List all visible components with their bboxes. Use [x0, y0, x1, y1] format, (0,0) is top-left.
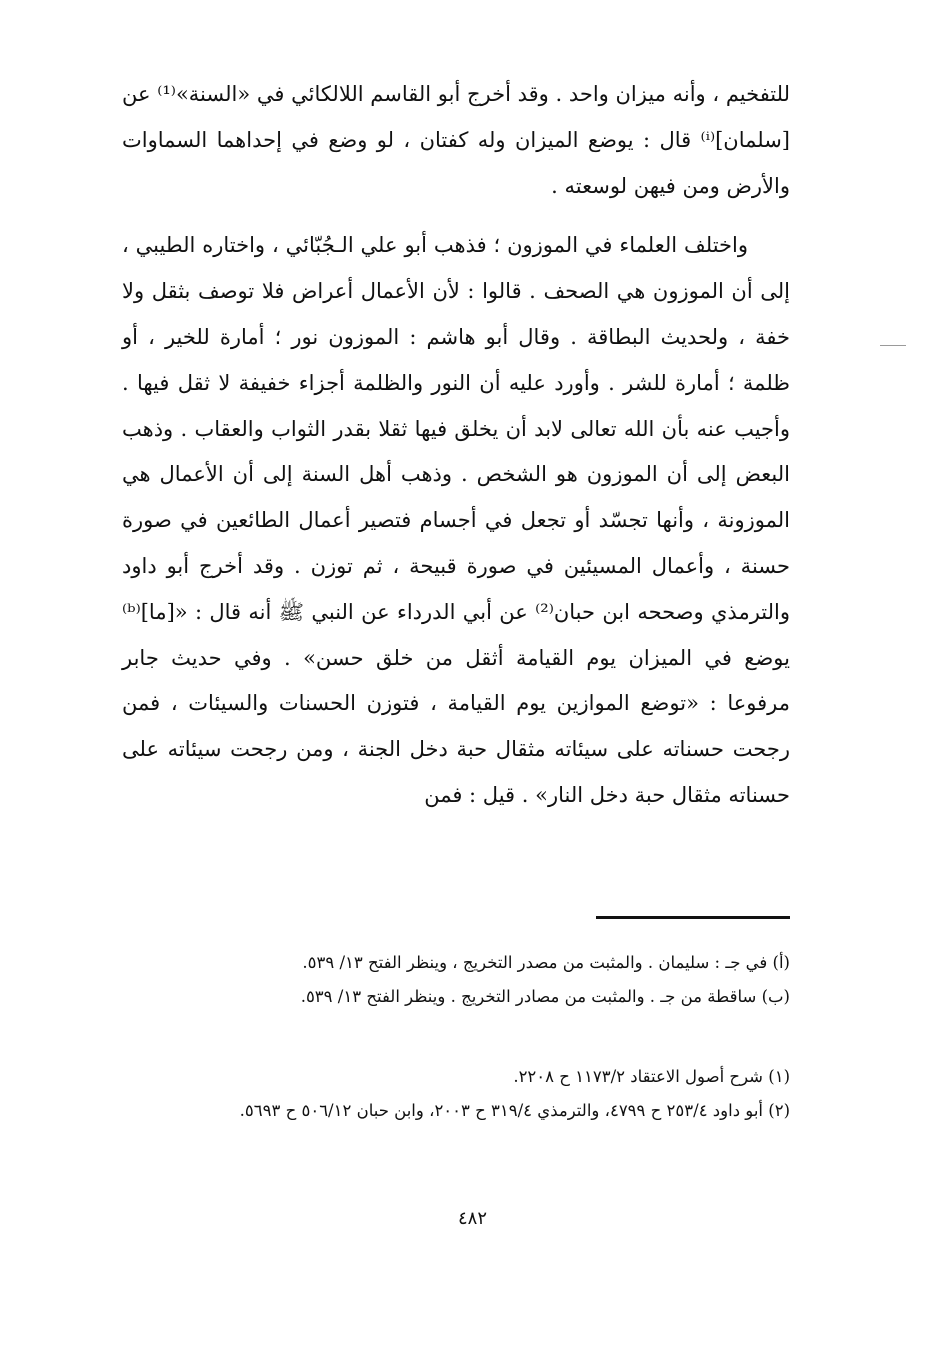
footnote-2: (٢) أبو داود ٢٥٣/٤ ح ٤٧٩٩، والترمذي ٣١٩/٤ ح ٢٠٠٣، وابن حبان ٥٠٦/١٢ ح ٥٦٩٣.: [239, 1101, 790, 1120]
footnote-b: (ب) ساقطة من جـ . والمثبت من مصادر التخريج . وينظر الفتح ١٣/ ٥٣٩.: [300, 987, 790, 1006]
footnote-a: (أ) في جـ : سليمان . والمثبت من مصدر التخريج ، وينظر الفتح ١٣/ ٥٣٩.: [302, 953, 790, 972]
footnote-separator: [596, 916, 790, 919]
paragraph-2: واختلف العلماء في الموزون ؛ فذهب أبو علي الـجُبّائي ، واختاره الطيبي ، إلى أن الموزون هي الصحف . قالوا : لأن الأعمال أعراض فلا توصف بثقل ولا خفة ، ولحديث البطاقة . وقال أبو هاشم : الموزون نور ؛ أمارة للخير ، أو ظلمة ؛ أمارة للشر . وأورد عليه أن النور والظلمة أجزاء خفيفة لا ثقل فيها . وأجيب عنه بأن الله تعالى لابد أن يخلق فيها ثقلا بقدر الثواب والعقاب . وذهب البعض إلى أن الموزون هو الشخص . وذهب أهل السنة إلى أن الأعمال هي الموزونة ، وأنها تجسّد أو تجعل في أجسام فتصير أعمال الطائعين في صورة حسنة ، وأعمال المسيئين في صورة قبيحة ، ثم توزن . وقد أخرج أبو داود والترمذي وصححه ابن حبان⁽²⁾ عن أبي الدرداء عن النبي ﷺ أنه قال : «[ما]⁽ᵇ⁾ يوضع في الميزان يوم القيامة أثقل من خلق حسن» . وفي حديث جابر مرفوعا : «توضع الموازين يوم القيامة ، فتوزن الحسنات والسيئات ، فمن رجحت حسناته على سيئاته مثقال حبة دخل الجنة ، ومن رجحت سيئاته على حسناته مثقال حبة دخل النار» . قيل : فمن: [122, 233, 790, 807]
margin-mark: [880, 345, 906, 346]
paragraph-1: للتفخيم ، وأنه ميزان واحد . وقد أخرج أبو القاسم اللالكائي في «السنة»⁽¹⁾ عن [سلمان]⁽ⁱ⁾ قال : يوضع الميزان وله كفتان ، لو وضع في إحداهما السماوات والأرض ومن فيهن لوسعته .: [122, 82, 790, 198]
page-number: ٤٨٢: [457, 1208, 487, 1229]
footnote-1: (١) شرح أصول الاعتقاد ١١٧٣/٢ ح ٢٢٠٨.: [513, 1067, 790, 1086]
numbered-footnotes: [122, 1062, 790, 1130]
letter-footnotes: [122, 948, 790, 1016]
main-text-block: [122, 72, 790, 819]
